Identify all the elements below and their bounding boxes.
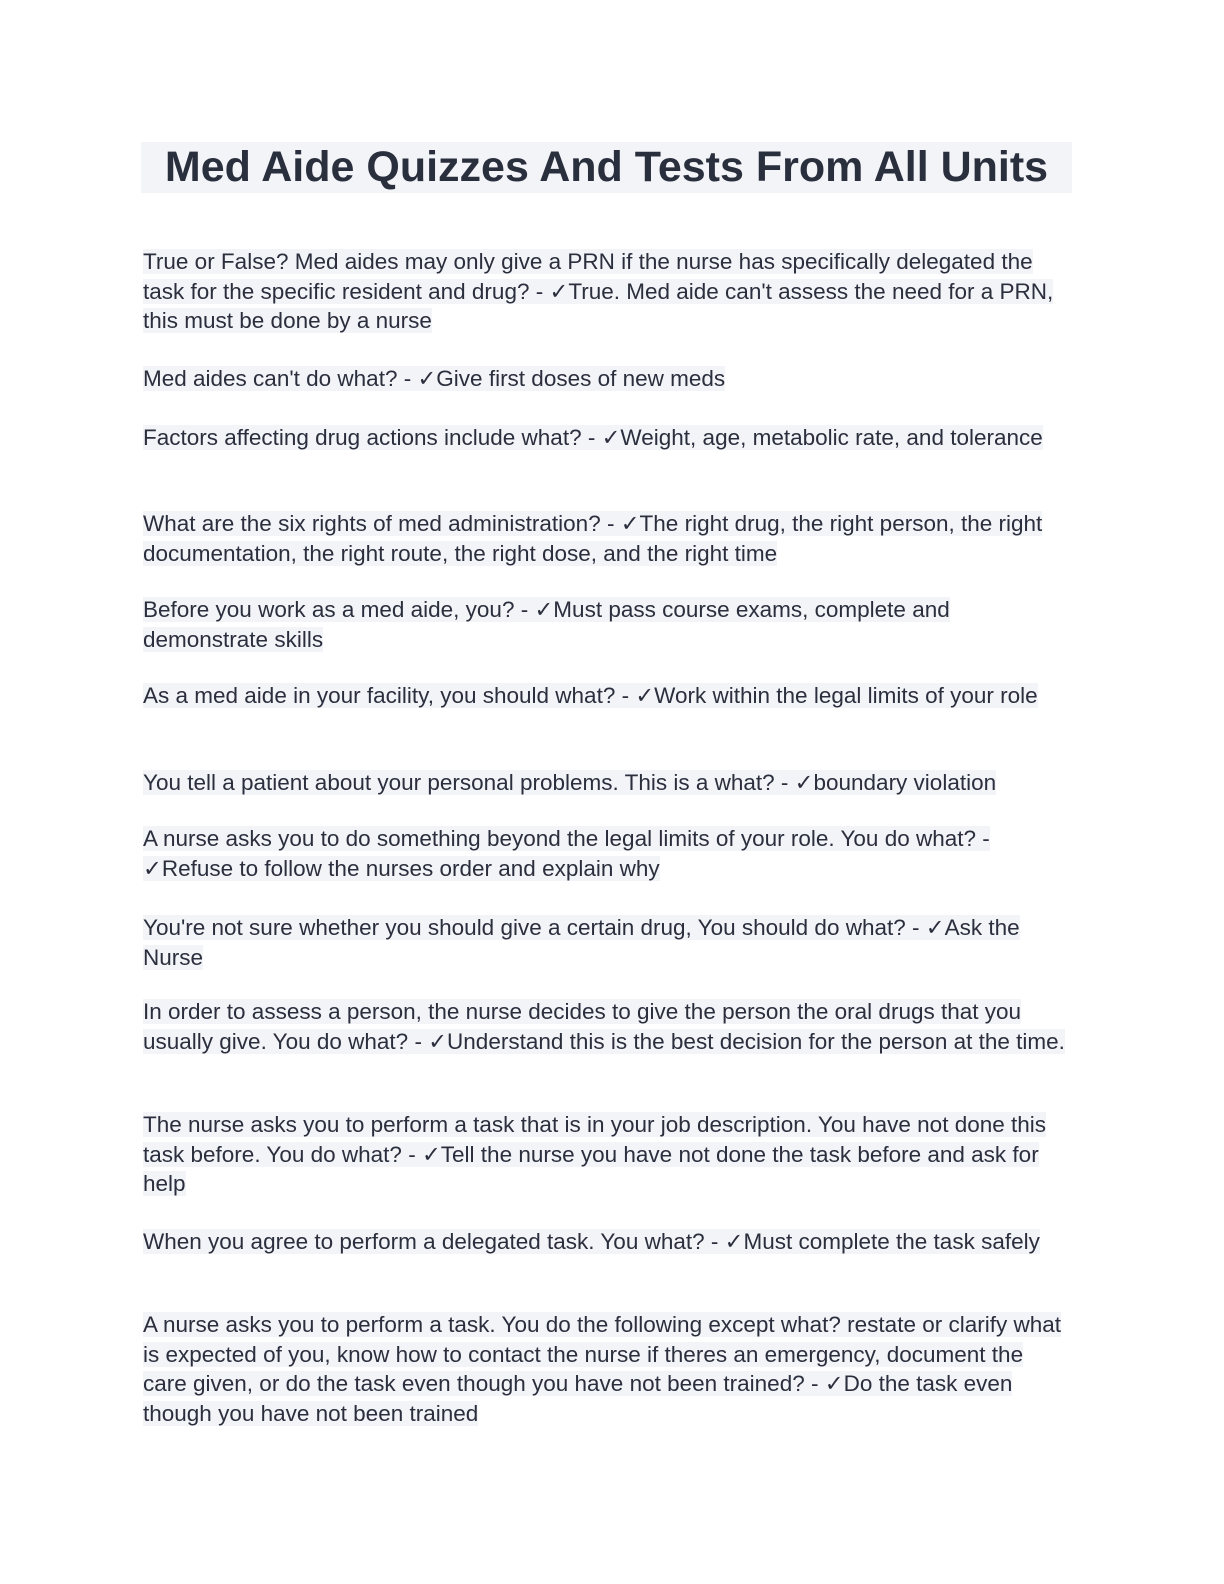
qa-text: When you agree to perform a delegated task. You what? - ✓Must complete the task safely bbox=[143, 1229, 1040, 1254]
qa-item bbox=[143, 768, 1068, 798]
qa-item bbox=[143, 1227, 1068, 1257]
page-title: Med Aide Quizzes And Tests From All Units bbox=[164, 143, 1049, 191]
qa-text: As a med aide in your facility, you should what? - ✓Work within the legal limits of your role bbox=[143, 683, 1038, 708]
qa-text: Before you work as a med aide, you? - ✓Must pass course exams, complete and demonstrate skills bbox=[143, 597, 950, 652]
qa-item bbox=[143, 247, 1068, 336]
qa-item bbox=[143, 997, 1068, 1056]
qa-item bbox=[143, 423, 1068, 453]
qa-text: Med aides can't do what? - ✓Give first doses of new meds bbox=[143, 366, 726, 391]
qa-item bbox=[143, 913, 1068, 972]
qa-text: True or False? Med aides may only give a PRN if the nurse has specifically delegated the task for the specific resident and drug? - ✓True. Med aide can't assess the need for a PRN, this must be done by a nurse bbox=[143, 249, 1054, 333]
qa-text: The nurse asks you to perform a task that is in your job description. You have not done this task before. You do what? - ✓Tell the nurse you have not done the task before and ask for help bbox=[143, 1112, 1047, 1196]
qa-text: You're not sure whether you should give a certain drug, You should do what? - ✓Ask the Nurse bbox=[143, 915, 1020, 970]
qa-item bbox=[143, 595, 1068, 654]
qa-text: A nurse asks you to perform a task. You do the following except what? restate or clarify what is expected of you, know how to contact the nurse if theres an emergency, document the care given, or do the task even though you have not been trained? - ✓Do the task even though you have not been trained bbox=[143, 1312, 1061, 1426]
qa-item bbox=[143, 364, 1068, 394]
qa-item bbox=[143, 509, 1068, 568]
qa-item bbox=[143, 1310, 1068, 1428]
qa-item bbox=[143, 824, 1068, 883]
qa-text: What are the six rights of med administration? - ✓The right drug, the right person, the right documentation, the right route, the right dose, and the right time bbox=[143, 511, 1043, 566]
title-banner bbox=[141, 142, 1072, 193]
qa-item bbox=[143, 681, 1068, 711]
qa-text: In order to assess a person, the nurse decides to give the person the oral drugs that you usually give. You do what? - ✓Understand this is the best decision for the person at the time. bbox=[143, 999, 1065, 1054]
qa-text: Factors affecting drug actions include what? - ✓Weight, age, metabolic rate, and tolerance bbox=[143, 425, 1043, 450]
qa-text: You tell a patient about your personal problems. This is a what? - ✓boundary violation bbox=[143, 770, 997, 795]
qa-text: A nurse asks you to do something beyond the legal limits of your role. You do what? - ✓Refuse to follow the nurses order and explain why bbox=[143, 826, 990, 881]
qa-item bbox=[143, 1110, 1068, 1199]
